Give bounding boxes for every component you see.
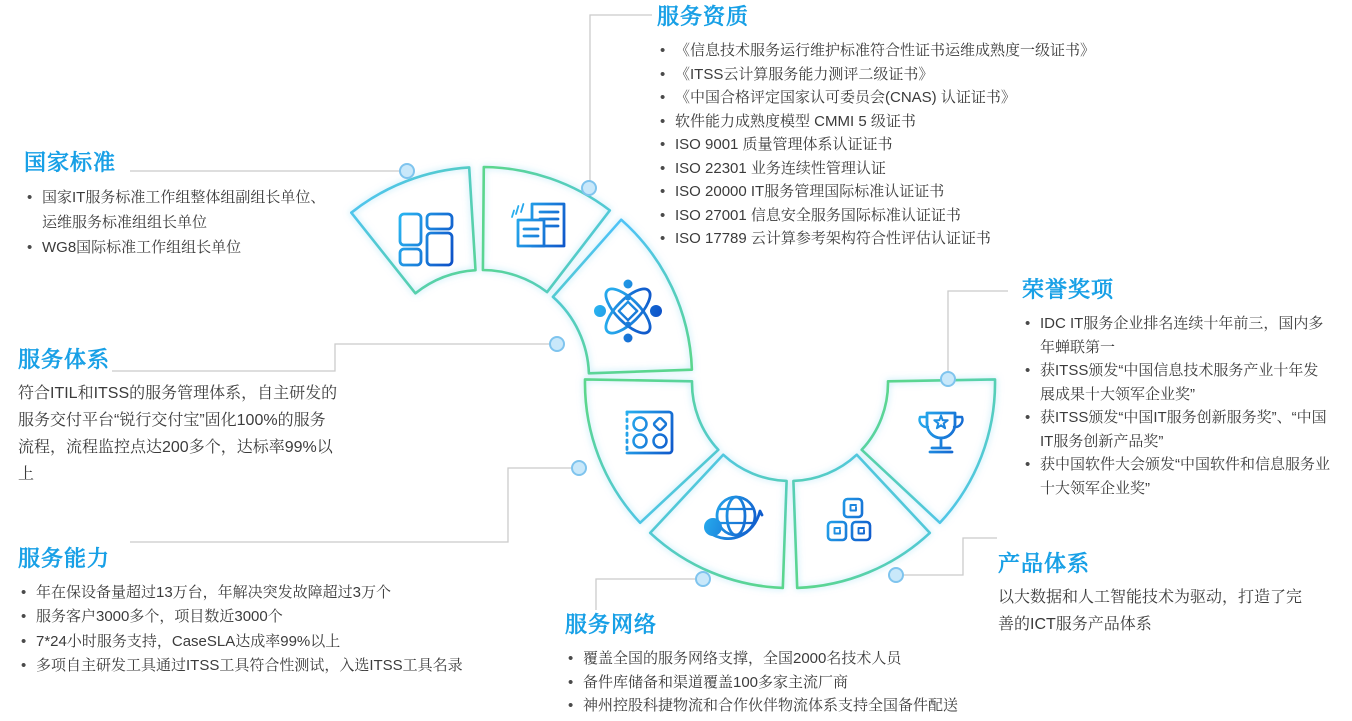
section-paragraph: 以大数据和人工智能技术为驱动，打造了完善的ICT服务产品体系	[998, 589, 1303, 633]
dot-honor-awards	[941, 372, 955, 386]
list-item: • WG8国际标准工作组组长单位	[24, 235, 340, 260]
list-item: • ISO 20000 IT服务管理国际标准认证证书	[657, 180, 1302, 204]
list-item: • ISO 17789 云计算参考架构符合性评估认证证书	[657, 227, 1302, 251]
dot-service-network	[696, 572, 710, 586]
section-national-standards	[24, 150, 340, 260]
cubes-icon	[828, 499, 870, 540]
section-title: 产品体系	[998, 551, 1091, 576]
section-title: 国家标准	[24, 150, 117, 175]
dot-service-system	[550, 337, 564, 351]
section-title: 服务资质	[657, 4, 750, 29]
list-item: • 备件库储备和渠道覆盖100多家主流厂商	[565, 671, 1095, 695]
components-grid-icon	[627, 412, 672, 453]
section-service-network	[565, 612, 1095, 718]
bullet-list	[657, 39, 1302, 251]
list-item: • 《ITSS云计算服务能力测评二级证书》	[657, 63, 1302, 87]
section-honor-awards	[1022, 277, 1330, 500]
list-item: • 《信息技术服务运行维护标准符合性证书运维成熟度一级证书》	[657, 39, 1302, 63]
bullet-list	[565, 647, 1095, 718]
section-paragraph: 符合ITIL和ITSS的服务管理体系，自主研发的服务交付平台“锐行交付宝”固化100%的服务流程，流程监控点达200多个，达标率99%以上	[18, 385, 338, 483]
section-title: 服务能力	[18, 546, 111, 571]
list-item: • 《中国合格评定国家认可委员会(CNAS) 认证证书》	[657, 86, 1302, 110]
list-item: • 软件能力成熟度模型 CMMI 5 级证书	[657, 110, 1302, 134]
wheel-segment-layout-grid-icon	[351, 167, 475, 293]
list-item: • ISO 27001 信息安全服务国际标准认证证书	[657, 204, 1302, 228]
dot-service-capability	[572, 461, 586, 475]
list-item: • 获中国软件大会颁发“中国软件和信息服务业十大领军企业奖”	[1022, 453, 1330, 500]
connector-service-qualifications	[590, 15, 652, 181]
list-item: • ISO 9001 质量管理体系认证证书	[657, 133, 1302, 157]
wheel-segment-trophy-icon	[862, 379, 995, 522]
list-item: • 国家IT服务标准工作组整体组副组长单位、运维服务标准组组长单位	[24, 185, 340, 235]
layout-grid-icon	[400, 214, 452, 265]
bullet-list	[24, 185, 340, 260]
bullet-list	[1022, 312, 1330, 500]
list-item: • ISO 22301 业务连续性管理认证	[657, 157, 1302, 181]
list-item: • 获ITSS颁发“中国IT服务创新服务奖”、“中国IT服务创新产品奖”	[1022, 406, 1330, 453]
list-item: • 服务客户3000多个，项目数近3000个	[18, 605, 558, 629]
bullet-list	[18, 581, 558, 678]
list-item: • IDC IT服务企业排名连续十年前三，国内多年蝉联第一	[1022, 312, 1330, 359]
wheel-segment-components-grid-icon	[585, 379, 718, 522]
trophy-icon	[920, 413, 963, 452]
list-item: • 神州控股科捷物流和合作伙伴物流体系支持全国备件配送	[565, 694, 1095, 718]
section-title: 荣誉奖项	[1022, 277, 1115, 302]
atom-network-icon	[594, 280, 662, 343]
list-item: • 7*24小时服务支持，CaseSLA达成率99%以上	[18, 630, 558, 654]
certificate-doc-icon	[512, 204, 564, 246]
section-service-system	[18, 347, 340, 488]
connector-honor-awards	[948, 291, 1008, 371]
list-item: • 年在保设备量超过13万台，年解决突发故障超过3万个	[18, 581, 558, 605]
list-item: • 获ITSS颁发“中国信息技术服务产业十年发展成果十大领军企业奖”	[1022, 359, 1330, 406]
list-item: • 覆盖全国的服务网络支撑，全国2000名技术人员	[565, 647, 1095, 671]
section-title: 服务网络	[565, 612, 658, 637]
connector-service-network	[596, 579, 695, 610]
section-service-capability	[18, 546, 558, 678]
section-service-qualifications	[657, 4, 1302, 251]
dot-product-system	[889, 568, 903, 582]
dot-national-standards	[400, 164, 414, 178]
dot-service-qualifications	[582, 181, 596, 195]
section-title: 服务体系	[18, 347, 111, 372]
globe-network-icon	[704, 497, 762, 539]
list-item: • 多项自主研发工具通过ITSS工具符合性测试，入选ITSS工具名录	[18, 654, 558, 678]
